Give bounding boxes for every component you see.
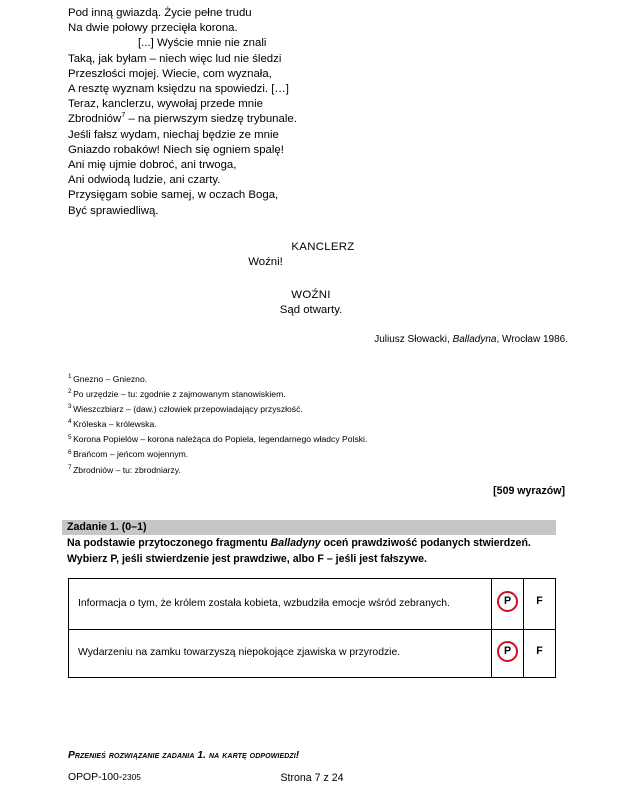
poem-line: Pod inną gwiazdą. Życie pełne trudu — [68, 7, 252, 19]
poem-line: Przeszłości mojej. Wiecie, com wyznała, — [68, 67, 272, 80]
speaker-name-wozni: WOŹNI — [291, 289, 331, 301]
footer-page-number: Strona 7 z 24 — [280, 772, 344, 784]
footnote-item — [68, 432, 568, 447]
answer-option[interactable] — [497, 591, 518, 612]
footnote-item — [68, 447, 568, 462]
answer-option[interactable] — [529, 591, 550, 612]
poem-line: Zbrodniów$^7$ – na pierwszym siedzę trybunale. — [68, 110, 297, 126]
footnote-number: 6 — [68, 448, 72, 456]
attribution-publication: , Wrocław 1986. — [496, 334, 568, 345]
footnote-number: 1 — [68, 373, 72, 381]
footnote-number: 3 — [68, 403, 72, 411]
speaker-line-kanclerz: Woźni! — [248, 256, 283, 269]
poem-line: Ani mię ujmie dobroć, ani trwoga, — [68, 159, 237, 172]
transfer-answer-note: Przenieś rozwiązanie zadania 1. na kartę odpowiedzi! — [68, 750, 300, 761]
footnote-text: Wieszczbiarz – (daw.) człowiek przepowiadający przyszłość. — [73, 404, 303, 415]
footnote-item — [68, 417, 568, 432]
speaker-name-kanclerz: KANCLERZ — [291, 241, 355, 253]
footnote-text: Brańcom – jeńcom wojennym. — [73, 449, 189, 460]
footer-code-suffix: 2305 — [122, 772, 141, 782]
attribution-author: Juliusz Słowacki, — [374, 334, 453, 345]
answer-option[interactable] — [529, 641, 550, 662]
speaker-line-wozni: Sąd otwarty. — [279, 304, 343, 317]
option-letter: P — [503, 595, 512, 608]
footnote-text: Króleska – królewska. — [73, 419, 157, 430]
poem-line: Gniazdo robaków! Niech się ogniem spalę! — [68, 143, 284, 156]
footnote-number: 4 — [68, 418, 72, 426]
true-false-answer-table — [68, 578, 556, 678]
source-attribution — [68, 333, 568, 346]
table-row — [69, 579, 556, 630]
footnotes-list — [68, 372, 568, 478]
dialogue-wozni — [68, 288, 538, 319]
option-true-cell[interactable] — [492, 579, 524, 630]
footnote-item — [68, 372, 568, 387]
footnote-text: Po urzędzie – tu: zgodnie z zajmowanym stanowiskiem. — [73, 389, 286, 400]
poem-line: [...] Wyście mnie nie znali — [138, 37, 267, 50]
instruction-work-title: Balladyny — [270, 537, 321, 549]
option-true-cell[interactable] — [492, 630, 524, 678]
footnote-item — [68, 402, 568, 417]
instruction-text-2: oceń prawdziwość podanych stwierdzeń. Wybierz P, jeśli stwierdzenie jest prawdziwe, albo F – jeśli jest fałszywe. — [67, 537, 531, 565]
option-false-cell[interactable] — [524, 579, 556, 630]
footnote-item — [68, 387, 568, 402]
option-false-cell[interactable] — [524, 630, 556, 678]
statement-cell: Informacja o tym, że królem została kobieta, wzbudziła emocje wśród zebranych. — [69, 579, 492, 630]
attribution-work-title: Balladyna — [452, 334, 497, 345]
option-letter: F — [536, 595, 543, 608]
footer-code-main: OPOP-100- — [68, 772, 123, 783]
dialogue-kanclerz — [68, 240, 538, 271]
poem-line: Być sprawiedliwą. — [68, 204, 159, 217]
poem-line: Taką, jak byłam – niech więc lud nie śledzi — [68, 52, 282, 65]
task-instruction — [67, 536, 559, 567]
poem-text — [68, 6, 568, 219]
word-count-label: [509 wyrazów] — [493, 485, 565, 497]
option-letter: F — [536, 644, 543, 657]
poem-line: Ani odwiodą ludzie, ani czarty. — [68, 174, 221, 187]
footnote-number: 2 — [68, 388, 72, 396]
footnote-text: Zbrodniów – tu: zbrodniarzy. — [73, 464, 181, 475]
footnote-marker: 7 — [121, 110, 126, 120]
footnote-text: Korona Popielów – korona należąca do Popiela, legendarnego władcy Polski. — [73, 434, 368, 445]
poem-line: Przysięgam sobie samej, w oczach Boga, — [68, 189, 279, 202]
footnote-item — [68, 463, 568, 478]
table-row — [69, 630, 556, 678]
footnote-number: 7 — [68, 463, 72, 471]
answer-option[interactable] — [497, 641, 518, 662]
instruction-text-1: Na podstawie przytoczonego fragmentu — [67, 537, 271, 549]
poem-line: Teraz, kanclerzu, wywołaj przede mnie — [68, 98, 263, 111]
footnote-number: 5 — [68, 433, 72, 441]
option-letter: P — [503, 644, 512, 657]
footnote-text: Gnezno – Gniezno. — [73, 374, 148, 384]
poem-line: A resztę wyznam księdzu na spowiedzi. […] — [68, 83, 289, 96]
poem-line: Na dwie połowy przecięła korona. — [68, 22, 238, 35]
task-header-bar: Zadanie 1. (0–1) — [62, 520, 556, 535]
statement-cell: Wydarzeniu na zamku towarzyszą niepokojące zjawiska w przyrodzie. — [69, 630, 492, 678]
poem-line: Jeśli fałsz wydam, niechaj będzie ze mnie — [68, 128, 279, 141]
